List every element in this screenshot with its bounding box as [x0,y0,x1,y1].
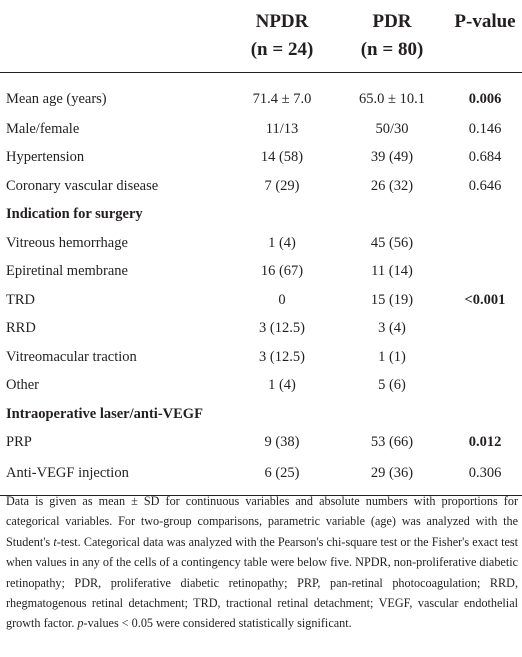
pdr-value: 26 (32) [370,177,414,194]
p-value [448,400,522,429]
table-header [0,0,522,73]
table-row [0,372,522,401]
table-row [0,144,522,173]
header-pdr-n: (n = 80) [360,39,424,60]
table-row [0,286,522,315]
row-label: PRP [6,434,32,451]
p-value [448,315,522,344]
table-row [0,73,522,116]
pdr-value: 45 (56) [370,234,414,251]
pdr-value: 29 (36) [336,457,448,496]
npdr-value: 7 (29) [264,177,300,194]
table-row [0,258,522,287]
row-label: TRD [6,291,35,308]
npdr-value [228,400,336,429]
p-value: 0.012 [468,434,502,451]
footnote-part3: -values < 0.05 were considered statistically significant. [83,616,352,631]
p-value [448,201,522,230]
pdr-value: 65.0 ± 10.1 [359,90,425,107]
npdr-value [228,201,336,230]
footnote-p-italic: p [77,616,84,631]
footnote-t-italic: t [53,534,57,549]
pdr-value: 50/30 [375,120,409,137]
npdr-value: 0 [278,291,286,308]
pdr-value: 1 (1) [378,348,406,365]
row-label: RRD [6,320,36,337]
row-label: Male/female [6,120,80,137]
table-body [0,73,522,496]
row-label: Vitreomacular traction [6,348,137,365]
header-pvalue [448,0,522,73]
p-value: <0.001 [464,291,506,308]
table-row [0,343,522,372]
npdr-value: 16 (67) [260,263,304,280]
npdr-value: 14 (58) [260,149,304,166]
row-label: Epiretinal membrane [6,263,128,280]
p-value: 0.684 [468,149,502,166]
table-row [0,429,522,458]
section-header-row [0,201,522,230]
header-npdr [228,0,336,73]
p-value: 0.146 [468,120,502,137]
section-label: Intraoperative laser/anti-VEGF [6,405,203,422]
header-pdr-name: PDR [372,11,412,32]
header-npdr-name: NPDR [255,11,309,32]
header-npdr-n: (n = 24) [250,39,314,60]
row-label: Vitreous hemorrhage [6,234,128,251]
p-value [448,229,522,258]
header-blank [0,0,228,73]
npdr-value: 71.4 ± 7.0 [252,90,312,107]
section-label: Indication for surgery [6,206,143,223]
pdr-value: 3 (4) [378,320,406,337]
footnote-part1: Data is given as mean ± SD for continuous variables and absolute numbers with proportions for categorical variables. For two-group comparisons, parametric variable (age) was analyzed with the Student's [6,494,518,549]
pdr-value: 39 (49) [370,149,414,166]
p-value [448,343,522,372]
row-label: Anti-VEGF injection [0,457,228,496]
npdr-value: 1 (4) [268,377,296,394]
npdr-value: 11/13 [265,120,299,137]
row-label: Other [6,377,40,394]
table-row [0,115,522,144]
pdr-value: 15 (19) [370,291,414,308]
footnote-part2: -test. Categorical data was analyzed with the Pearson's chi-square test or the Fisher's exact test when values in any of the cells of a contingency table were below five. NPDR, non-proliferative diabetic retinopathy; PDR, proliferative diabetic retinopathy; PRP, pan-retinal photocoagulation; RRD, rhegmatogenous retinal detachment; TRD, tractional retinal detachment; VEGF, vascular endothelial growth factor. [6,534,518,631]
table-footnote [6,491,518,634]
pdr-value: 11 (14) [371,263,413,280]
npdr-value: 6 (25) [228,457,336,496]
table-row [0,172,522,201]
header-pdr [336,0,448,73]
table-row [0,457,522,496]
p-value [448,258,522,287]
row-label: Mean age (years) [6,90,107,107]
npdr-value: 9 (38) [264,434,300,451]
header-pvalue-label: P-value [454,11,516,32]
row-label: Hypertension [6,149,85,166]
table-row [0,229,522,258]
row-label: Coronary vascular disease [6,177,159,194]
npdr-value: 3 (12.5) [259,320,305,337]
pdr-value: 5 (6) [378,377,406,394]
npdr-value: 3 (12.5) [259,348,305,365]
p-value: 0.306 [448,457,522,496]
section-header-row [0,400,522,429]
pdr-value [336,400,448,429]
p-value [448,372,522,401]
p-value: 0.646 [468,177,502,194]
pdr-value [336,201,448,230]
table-row [0,315,522,344]
p-value: 0.006 [468,90,502,107]
pdr-value: 53 (66) [370,434,414,451]
npdr-value: 1 (4) [268,234,296,251]
